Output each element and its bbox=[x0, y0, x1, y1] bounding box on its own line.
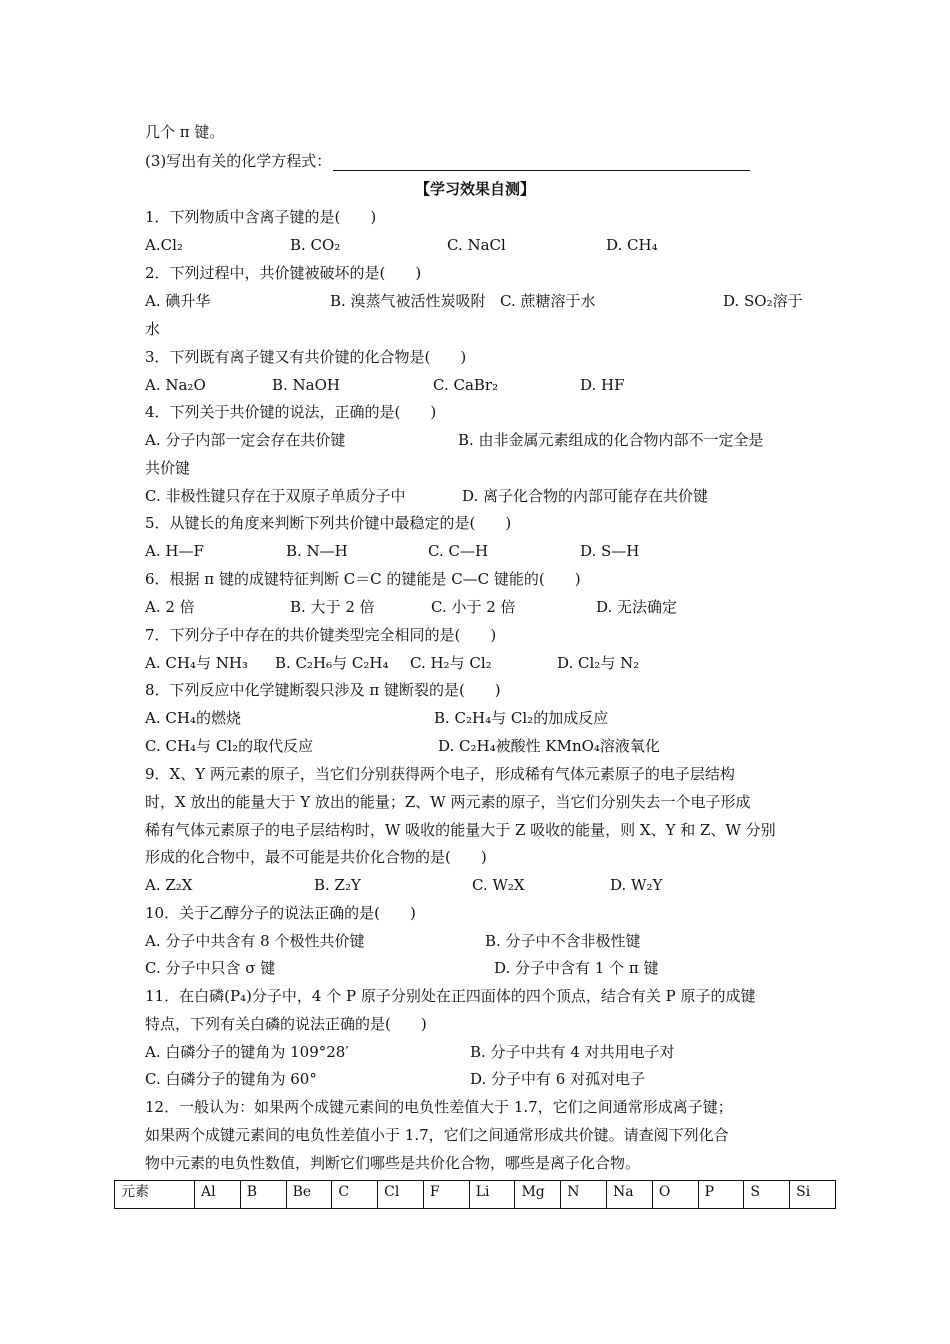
q11-option-c: C. 白磷分子的键角为 60° bbox=[145, 1070, 317, 1088]
element-cell: Mg bbox=[515, 1181, 561, 1209]
question-9-line-3: 稀有气体元素原子的电子层结构时，W 吸收的能量大于 Z 吸收的能量，则 X、Y 和 Z、W 分别 bbox=[145, 821, 776, 839]
q2-option-c: C. 蔗糖溶于水 bbox=[500, 292, 596, 310]
element-cell: Li bbox=[469, 1181, 515, 1209]
question-9-line-2: 时，X 放出的能量大于 Y 放出的能量；Z、W 两元素的原子，当它们分别失去一个电子形成 bbox=[145, 793, 751, 811]
q11-option-b: B. 分子中共有 4 对共用电子对 bbox=[470, 1043, 675, 1061]
question-5-stem: 5．从键长的角度来判断下列共价键中最稳定的是( ) bbox=[145, 514, 512, 532]
q4-option-b: B. 由非金属元素组成的化合物内部不一定全是 bbox=[458, 431, 764, 449]
q9-option-a: A. Z₂X bbox=[145, 876, 193, 894]
q1-option-c: C. NaCl bbox=[447, 236, 506, 254]
q6-option-a: A. 2 倍 bbox=[145, 598, 195, 616]
question-7-stem: 7．下列分子中存在的共价键类型完全相同的是( ) bbox=[145, 626, 497, 644]
question-11-line-2: 特点，下列有关白磷的说法正确的是( ) bbox=[145, 1015, 427, 1033]
q6-option-c: C. 小于 2 倍 bbox=[431, 598, 516, 616]
element-cell: B bbox=[240, 1181, 286, 1209]
element-cell: Al bbox=[195, 1181, 241, 1209]
element-cell: C bbox=[332, 1181, 378, 1209]
question-9-line-1: 9．X、Y 两元素的原子，当它们分别获得两个电子，形成稀有气体元素原子的电子层结构 bbox=[145, 765, 735, 783]
question-3-stem: 3．下列既有离子键又有共价键的化合物是( ) bbox=[145, 348, 467, 366]
question-12-line-3: 物中元素的电负性数值，判断它们哪些是共价化合物，哪些是离子化合物。 bbox=[145, 1154, 641, 1172]
q2-option-a: A. 碘升华 bbox=[145, 292, 211, 310]
q2-option-b: B. 溴蒸气被活性炭吸附 bbox=[330, 292, 486, 310]
q10-option-a: A. 分子中共含有 8 个极性共价键 bbox=[145, 932, 365, 950]
q8-option-b: B. C₂H₄与 Cl₂的加成反应 bbox=[434, 709, 609, 727]
question-12-line-1: 12．一般认为：如果两个成键元素间的电负性差值大于 1.7，它们之间通常形成离子键； bbox=[145, 1098, 733, 1116]
question-1-stem: 1．下列物质中含离子键的是( ) bbox=[145, 208, 377, 226]
element-cell: Be bbox=[286, 1181, 332, 1209]
q11-option-a: A. 白磷分子的键角为 109°28′ bbox=[145, 1043, 349, 1061]
q11-option-d: D. 分子中有 6 对孤对电子 bbox=[470, 1070, 646, 1088]
equation-prompt bbox=[145, 151, 750, 171]
answer-blank[interactable] bbox=[333, 154, 750, 171]
q4-option-d: D. 离子化合物的内部可能存在共价键 bbox=[462, 487, 709, 505]
question-2-stem: 2．下列过程中，共价键被破坏的是( ) bbox=[145, 264, 422, 282]
element-cell: P bbox=[698, 1181, 744, 1209]
element-cell: F bbox=[423, 1181, 469, 1209]
q7-option-a: A. CH₄与 NH₃ bbox=[145, 654, 248, 672]
question-9-line-4: 形成的化合物中，最不可能是共价化合物的是( ) bbox=[145, 848, 487, 866]
q1-option-d: D. CH₄ bbox=[606, 236, 658, 254]
q5-option-a: A. H—F bbox=[145, 542, 204, 560]
text-line: 几个 π 键。 bbox=[145, 123, 225, 141]
q10-option-c: C. 分子中只含 σ 键 bbox=[145, 959, 276, 977]
q9-option-b: B. Z₂Y bbox=[314, 876, 361, 894]
element-cell: O bbox=[652, 1181, 698, 1209]
q7-option-b: B. C₂H₆与 C₂H₄ bbox=[275, 654, 389, 672]
element-cell: Na bbox=[607, 1181, 653, 1209]
table-header-cell: 元素 bbox=[115, 1181, 195, 1209]
q10-option-d: D. 分子中含有 1 个 π 键 bbox=[494, 959, 659, 977]
q6-option-b: B. 大于 2 倍 bbox=[290, 598, 375, 616]
element-cell: Cl bbox=[378, 1181, 424, 1209]
q5-option-d: D. S—H bbox=[580, 542, 640, 560]
q4-option-c: C. 非极性键只存在于双原子单质分子中 bbox=[145, 487, 406, 505]
q7-option-d: D. Cl₂与 N₂ bbox=[557, 654, 640, 672]
q2-option-d-continued: 水 bbox=[145, 320, 161, 338]
q5-option-b: B. N—H bbox=[286, 542, 348, 560]
element-cell: Si bbox=[790, 1181, 836, 1209]
q8-option-a: A. CH₄的燃烧 bbox=[145, 709, 241, 727]
element-cell: S bbox=[744, 1181, 790, 1209]
q9-option-d: D. W₂Y bbox=[610, 876, 663, 894]
q3-option-a: A. Na₂O bbox=[145, 376, 206, 394]
prompt-label: (3)写出有关的化学方程式： bbox=[145, 152, 332, 170]
question-6-stem: 6．根据 π 键的成键特征判断 C＝C 的键能是 C—C 键能的( ) bbox=[145, 570, 581, 588]
q3-option-d: D. HF bbox=[580, 376, 625, 394]
q7-option-c: C. H₂与 Cl₂ bbox=[410, 654, 492, 672]
q4-option-a: A. 分子内部一定会存在共价键 bbox=[145, 431, 346, 449]
q10-option-b: B. 分子中不含非极性键 bbox=[485, 932, 641, 950]
q3-option-b: B. NaOH bbox=[272, 376, 341, 394]
q3-option-c: C. CaBr₂ bbox=[433, 376, 499, 394]
q4-option-b-continued: 共价键 bbox=[145, 459, 191, 477]
q5-option-c: C. C—H bbox=[428, 542, 489, 560]
question-8-stem: 8．下列反应中化学键断裂只涉及 π 键断裂的是( ) bbox=[145, 681, 501, 699]
question-10-stem: 10．关于乙醇分子的说法正确的是( ) bbox=[145, 904, 416, 922]
q2-option-d: D. SO₂溶于 bbox=[723, 292, 803, 310]
table-row bbox=[115, 1181, 836, 1209]
q9-option-c: C. W₂X bbox=[472, 876, 525, 894]
section-heading: 【学习效果自测】 bbox=[414, 180, 535, 198]
element-cell: N bbox=[561, 1181, 607, 1209]
q6-option-d: D. 无法确定 bbox=[596, 598, 678, 616]
question-4-stem: 4．下列关于共价键的说法，正确的是( ) bbox=[145, 403, 437, 421]
q8-option-c: C. CH₄与 Cl₂的取代反应 bbox=[145, 737, 314, 755]
q1-option-b: B. CO₂ bbox=[290, 236, 341, 254]
q1-option-a: A.Cl₂ bbox=[145, 236, 183, 254]
question-11-line-1: 11．在白磷(P₄)分子中，4 个 P 原子分别处在正四面体的四个顶点，结合有关 P 原子的成键 bbox=[145, 987, 756, 1005]
electronegativity-table bbox=[114, 1180, 836, 1209]
q8-option-d: D. C₂H₄被酸性 KMnO₄溶液氧化 bbox=[438, 737, 660, 755]
question-12-line-2: 如果两个成键元素间的电负性差值小于 1.7，它们之间通常形成共价键。请查阅下列化合 bbox=[145, 1126, 729, 1144]
